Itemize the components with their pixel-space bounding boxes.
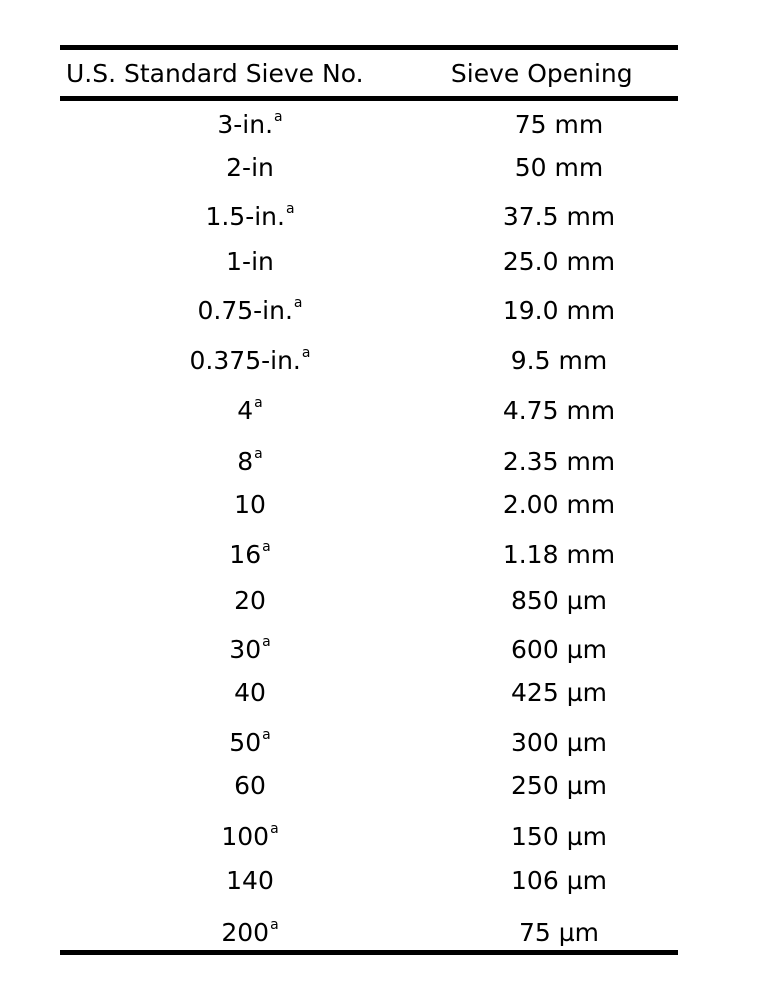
sieve-number: 30 xyxy=(229,634,262,664)
sieve-opening-cell: 37.5 mm xyxy=(502,201,616,231)
sieve-number: 3-in. xyxy=(217,109,274,139)
table-row xyxy=(60,340,678,380)
sieve-opening-cell: 2.35 mm xyxy=(502,446,616,476)
table-row xyxy=(60,241,678,281)
sieve-number-cell xyxy=(60,728,440,757)
sieve-opening-cell: 600 µm xyxy=(511,634,607,664)
sieve-opening-cell: 4.75 mm xyxy=(502,395,616,425)
footnote-marker: a xyxy=(254,445,263,462)
sieve-opening-cell: 19.0 mm xyxy=(502,295,616,325)
sieve-number-cell xyxy=(60,247,440,276)
sieve-number: 140 xyxy=(226,865,274,895)
sieve-number-cell xyxy=(60,396,440,425)
sieve-number: 0.375-in. xyxy=(189,345,301,375)
table-row xyxy=(60,147,678,187)
sieve-number: 10 xyxy=(234,489,266,519)
header-sieve-no: U.S. Standard Sieve No. xyxy=(66,58,364,88)
table-row xyxy=(60,912,678,952)
table-row xyxy=(60,580,678,620)
sieve-number-cell xyxy=(60,586,440,615)
bottom-rule xyxy=(60,950,678,955)
sieve-number: 8 xyxy=(237,446,254,476)
footnote-marker: a xyxy=(262,633,271,650)
sieve-number-cell xyxy=(60,153,440,182)
table-row xyxy=(60,629,678,669)
footnote-marker: a xyxy=(270,916,279,933)
sieve-number: 200 xyxy=(221,917,270,947)
sieve-number: 4 xyxy=(237,395,254,425)
sieve-number-cell xyxy=(60,202,440,231)
footnote-marker: a xyxy=(262,726,271,743)
sieve-number-cell xyxy=(60,678,440,707)
sieve-number-cell xyxy=(60,918,440,947)
sieve-opening-cell: 1.18 mm xyxy=(502,539,616,569)
sieve-number-cell xyxy=(60,110,440,139)
sieve-number: 1-in xyxy=(226,246,274,276)
sieve-number-cell xyxy=(60,866,440,895)
sieve-table xyxy=(60,45,678,101)
footnote-marker: a xyxy=(301,344,311,361)
footnote-marker: a xyxy=(293,294,303,311)
sieve-number: 16 xyxy=(229,539,262,569)
sieve-opening-cell: 106 µm xyxy=(511,865,607,895)
table-row xyxy=(60,765,678,805)
sieve-number-cell xyxy=(60,490,440,519)
sieve-opening-cell: 75 µm xyxy=(518,917,600,947)
sieve-opening-cell: 150 µm xyxy=(511,821,607,851)
table-row xyxy=(60,672,678,712)
sieve-opening-cell: 425 µm xyxy=(511,677,607,707)
sieve-opening-cell: 850 µm xyxy=(511,585,607,615)
table-row xyxy=(60,722,678,762)
sieve-number-cell xyxy=(60,447,440,476)
sieve-number: 100 xyxy=(221,821,270,851)
table-row xyxy=(60,196,678,236)
footnote-marker: a xyxy=(270,820,279,837)
footnote-marker: a xyxy=(274,108,283,125)
header-rule xyxy=(60,96,678,101)
table-row xyxy=(60,290,678,330)
header-sieve-opening: Sieve Opening xyxy=(450,58,633,88)
sieve-number: 50 xyxy=(229,727,262,757)
header-row xyxy=(60,50,678,96)
sieve-number-cell xyxy=(60,771,440,800)
table-row xyxy=(60,534,678,574)
sieve-opening-cell: 300 µm xyxy=(511,727,607,757)
table-row xyxy=(60,860,678,900)
sieve-number: 60 xyxy=(234,770,266,800)
sieve-number-cell xyxy=(60,346,440,375)
sieve-opening-cell: 9.5 mm xyxy=(510,345,608,375)
sieve-number-cell xyxy=(60,635,440,664)
footnote-marker: a xyxy=(285,200,295,217)
table-row xyxy=(60,104,678,144)
sieve-number: 2-in xyxy=(226,152,274,182)
sieve-number: 20 xyxy=(234,585,266,615)
sieve-number: 1.5-in. xyxy=(205,201,285,231)
sieve-number-cell xyxy=(60,822,440,851)
sieve-number: 40 xyxy=(234,677,266,707)
sieve-opening-cell: 25.0 mm xyxy=(502,246,616,276)
sieve-opening-cell: 50 mm xyxy=(514,152,604,182)
sieve-opening-cell: 75 mm xyxy=(514,109,604,139)
table-row xyxy=(60,816,678,856)
sieve-number-cell xyxy=(60,540,440,569)
sieve-number-cell xyxy=(60,296,440,325)
sieve-number: 0.75-in. xyxy=(197,295,293,325)
sieve-opening-cell: 2.00 mm xyxy=(502,489,616,519)
footnote-marker: a xyxy=(262,538,271,555)
table-row xyxy=(60,441,678,481)
footnote-marker: a xyxy=(254,394,263,411)
sieve-opening-cell: 250 µm xyxy=(511,770,607,800)
table-row xyxy=(60,390,678,430)
table-row xyxy=(60,484,678,524)
